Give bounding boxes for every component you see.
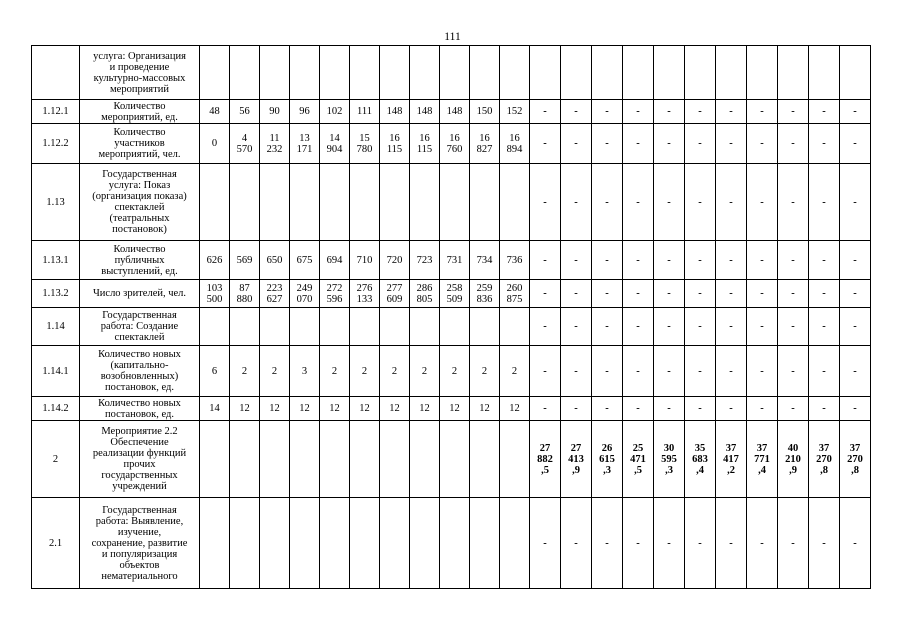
row-code: 1.13.2 [32,280,80,308]
plan-value-cell: 258 509 [440,280,470,308]
table-row [32,421,871,498]
plan-value-cell [290,164,320,241]
financing-value-cell: - [561,498,592,589]
row-code [32,46,80,100]
plan-value-cell: 4 570 [230,124,260,164]
plan-value-cell [200,164,230,241]
plan-value-cell [500,498,530,589]
plan-value-cell [500,421,530,498]
plan-value-cell: 723 [410,241,440,280]
financing-value-cell: - [623,280,654,308]
financing-value-cell: - [840,100,871,124]
financing-value-cell: - [530,280,561,308]
plan-value-cell: 569 [230,241,260,280]
plan-value-cell [260,164,290,241]
financing-value-cell: - [654,124,685,164]
plan-value-cell [500,46,530,100]
financing-value-cell: - [778,280,809,308]
financing-value-cell: - [530,124,561,164]
plan-value-cell: 148 [410,100,440,124]
plan-value-cell [230,164,260,241]
financing-value-cell [809,46,840,100]
table-row [32,498,871,589]
plan-value-cell: 12 [410,397,440,421]
plan-value-cell [440,308,470,346]
plan-value-cell [260,308,290,346]
financing-value-cell: - [530,498,561,589]
plan-value-cell: 2 [500,346,530,397]
row-description: Мероприятие 2.2 Обеспечение реализации функций прочих государственных учреждений [80,421,200,498]
plan-value-cell [290,308,320,346]
financing-value-cell: - [530,308,561,346]
plan-value-cell [440,164,470,241]
plan-value-cell: 249 070 [290,280,320,308]
plan-value-cell [410,164,440,241]
plan-value-cell: 87 880 [230,280,260,308]
plan-value-cell: 15 780 [350,124,380,164]
plan-value-cell: 12 [230,397,260,421]
plan-value-cell: 2 [260,346,290,397]
financing-value-cell: - [685,164,716,241]
plan-value-cell: 6 [200,346,230,397]
plan-value-cell [500,308,530,346]
financing-value-cell: - [840,308,871,346]
row-description: Государственная услуга: Показ (организация показа) спектаклей (театральных постановок) [80,164,200,241]
plan-value-cell: 2 [440,346,470,397]
table-row [32,164,871,241]
financing-value-cell: - [530,100,561,124]
financing-value-cell: - [809,124,840,164]
plan-value-cell: 148 [440,100,470,124]
financing-value-cell: - [685,498,716,589]
plan-value-cell [290,498,320,589]
financing-value-cell: - [778,397,809,421]
plan-value-cell: 12 [320,397,350,421]
plan-value-cell: 286 805 [410,280,440,308]
financing-value-cell: - [685,397,716,421]
financing-value-cell: - [716,280,747,308]
financing-value-cell: - [747,308,778,346]
financing-value-cell: - [654,346,685,397]
financing-value-cell: - [747,397,778,421]
row-description: Количество новых (капитально- возобновленных) постановок, ед. [80,346,200,397]
row-description: Государственная работа: Выявление, изучение, сохранение, развитие и популяризация объектов нематериального [80,498,200,589]
financing-value-cell: 25 471 ,5 [623,421,654,498]
financing-value-cell: - [716,164,747,241]
financing-value-cell: - [809,397,840,421]
row-code: 2.1 [32,498,80,589]
plan-value-cell: 710 [350,241,380,280]
financing-value-cell: - [654,308,685,346]
row-code: 1.13 [32,164,80,241]
financing-value-cell: - [654,164,685,241]
financing-value-cell: 37 417 ,2 [716,421,747,498]
plan-value-cell [230,421,260,498]
financing-value-cell: - [778,124,809,164]
plan-value-cell: 675 [290,241,320,280]
plan-value-cell: 650 [260,241,290,280]
financing-value-cell [592,46,623,100]
financing-value-cell [716,46,747,100]
row-code: 1.14 [32,308,80,346]
plan-value-cell [200,498,230,589]
plan-value-cell: 148 [380,100,410,124]
table-row [32,346,871,397]
financing-value-cell: - [685,241,716,280]
plan-value-cell: 12 [350,397,380,421]
plan-value-cell [320,498,350,589]
financing-value-cell: - [623,397,654,421]
row-code: 1.13.1 [32,241,80,280]
plan-value-cell: 272 596 [320,280,350,308]
table-row [32,397,871,421]
financing-value-cell: - [623,308,654,346]
financing-value-cell [654,46,685,100]
financing-value-cell: - [778,100,809,124]
financing-value-cell: - [561,308,592,346]
financing-value-cell: - [716,397,747,421]
financing-value-cell: - [623,346,654,397]
financing-value-cell: - [530,164,561,241]
plan-value-cell [470,46,500,100]
financing-value-cell: - [685,280,716,308]
plan-value-cell [320,164,350,241]
plan-value-cell: 16 115 [410,124,440,164]
plan-value-cell: 16 827 [470,124,500,164]
plan-value-cell [380,46,410,100]
plan-value-cell: 12 [380,397,410,421]
plan-value-cell: 734 [470,241,500,280]
plan-value-cell: 2 [350,346,380,397]
plan-value-cell [470,498,500,589]
plan-value-cell [440,498,470,589]
plan-value-cell: 731 [440,241,470,280]
financing-value-cell: - [840,164,871,241]
plan-value-cell: 152 [500,100,530,124]
financing-value-cell: - [561,241,592,280]
table-row [32,124,871,164]
plan-value-cell: 90 [260,100,290,124]
plan-value-cell [470,164,500,241]
plan-value-cell: 3 [290,346,320,397]
plan-value-cell: 259 836 [470,280,500,308]
plan-value-cell: 0 [200,124,230,164]
plan-value-cell: 694 [320,241,350,280]
plan-value-cell [380,164,410,241]
plan-value-cell: 16 115 [380,124,410,164]
plan-value-cell: 2 [410,346,440,397]
financing-value-cell: - [809,100,840,124]
financing-value-cell: - [840,124,871,164]
plan-value-cell: 260 875 [500,280,530,308]
plan-value-cell [230,498,260,589]
financing-value-cell: - [747,124,778,164]
row-description: Государственная работа: Создание спектаклей [80,308,200,346]
row-code: 1.14.2 [32,397,80,421]
row-description: Количество мероприятий, ед. [80,100,200,124]
financing-value-cell: - [716,308,747,346]
financing-value-cell: - [592,164,623,241]
table-row [32,308,871,346]
plan-value-cell: 2 [320,346,350,397]
row-description: Число зрителей, чел. [80,280,200,308]
financing-value-cell: - [747,241,778,280]
plan-value-cell [380,421,410,498]
financing-value-cell: - [592,397,623,421]
plan-value-cell: 12 [440,397,470,421]
financing-value-cell: - [561,397,592,421]
financing-value-cell: 35 683 ,4 [685,421,716,498]
plan-value-cell [260,498,290,589]
financing-value-cell: - [592,100,623,124]
plan-value-cell: 14 904 [320,124,350,164]
plan-value-cell [260,421,290,498]
financing-value-cell: 40 210 ,9 [778,421,809,498]
plan-value-cell [440,421,470,498]
plan-value-cell [230,308,260,346]
plan-value-cell [200,46,230,100]
financing-value-cell: - [592,241,623,280]
financing-value-cell: - [623,100,654,124]
financing-value-cell: - [809,308,840,346]
row-description: Количество новых постановок, ед. [80,397,200,421]
table-body [32,46,871,589]
plan-value-cell [290,46,320,100]
table-row [32,241,871,280]
financing-value-cell: - [561,346,592,397]
row-code: 1.12.1 [32,100,80,124]
financing-value-cell [623,46,654,100]
financing-value-cell: - [623,164,654,241]
table-row [32,100,871,124]
plan-value-cell: 2 [380,346,410,397]
plan-value-cell: 2 [230,346,260,397]
financing-value-cell: - [809,498,840,589]
plan-value-cell [470,308,500,346]
plan-value-cell [380,308,410,346]
financing-value-cell: - [840,280,871,308]
plan-value-cell: 16 894 [500,124,530,164]
plan-value-cell: 12 [470,397,500,421]
plan-value-cell [350,421,380,498]
plan-value-cell [410,308,440,346]
row-code: 1.12.2 [32,124,80,164]
financing-value-cell: - [840,498,871,589]
financing-value-cell: 37 270 ,8 [840,421,871,498]
plan-value-cell [410,421,440,498]
financing-value-cell: - [716,498,747,589]
financing-value-cell: - [840,241,871,280]
plan-value-cell [350,164,380,241]
financing-value-cell: - [840,346,871,397]
financing-value-cell: - [747,164,778,241]
financing-value-cell: - [716,124,747,164]
plan-value-cell [440,46,470,100]
financing-value-cell: - [592,498,623,589]
financing-value-cell: - [716,346,747,397]
plan-value-cell: 12 [290,397,320,421]
financing-value-cell: 37 270 ,8 [809,421,840,498]
financing-value-cell: - [778,164,809,241]
financing-value-cell: - [561,280,592,308]
financing-value-cell [685,46,716,100]
financing-value-cell: - [592,124,623,164]
plan-value-cell [500,164,530,241]
financing-value-cell: - [654,498,685,589]
financing-value-cell: - [530,241,561,280]
page-number: 111 [444,31,461,43]
plan-value-cell: 626 [200,241,230,280]
financing-value-cell: - [561,100,592,124]
row-code: 1.14.1 [32,346,80,397]
plan-value-cell: 111 [350,100,380,124]
financing-value-cell: - [809,241,840,280]
table-row [32,280,871,308]
financing-value-cell: 30 595 ,3 [654,421,685,498]
row-code: 2 [32,421,80,498]
plan-value-cell: 102 [320,100,350,124]
financing-value-cell: - [685,346,716,397]
financing-value-cell: 37 771 ,4 [747,421,778,498]
row-description: Количество публичных выступлений, ед. [80,241,200,280]
plan-value-cell: 12 [260,397,290,421]
plan-value-cell: 13 171 [290,124,320,164]
row-description: Количество участников мероприятий, чел. [80,124,200,164]
plan-value-cell: 736 [500,241,530,280]
financing-value-cell: - [654,397,685,421]
data-table [31,45,871,589]
financing-value-cell: - [716,241,747,280]
financing-value-cell [840,46,871,100]
plan-value-cell [410,498,440,589]
plan-value-cell [200,308,230,346]
financing-value-cell [561,46,592,100]
plan-value-cell: 96 [290,100,320,124]
financing-value-cell: - [809,346,840,397]
financing-value-cell: - [747,498,778,589]
plan-value-cell [230,46,260,100]
financing-value-cell: - [747,280,778,308]
financing-value-cell: - [840,397,871,421]
plan-value-cell: 720 [380,241,410,280]
plan-value-cell: 16 760 [440,124,470,164]
plan-value-cell [320,421,350,498]
financing-value-cell: - [747,346,778,397]
table-row [32,46,871,100]
financing-value-cell: - [716,100,747,124]
financing-value-cell: 27 413 ,9 [561,421,592,498]
financing-value-cell: - [685,308,716,346]
plan-value-cell: 276 133 [350,280,380,308]
financing-value-cell: - [592,346,623,397]
plan-value-cell: 2 [470,346,500,397]
plan-value-cell: 223 627 [260,280,290,308]
financing-value-cell: - [809,164,840,241]
plan-value-cell: 150 [470,100,500,124]
financing-value-cell [747,46,778,100]
financing-value-cell [530,46,561,100]
financing-value-cell: - [654,280,685,308]
financing-value-cell: - [561,164,592,241]
plan-value-cell [260,46,290,100]
financing-value-cell: - [530,397,561,421]
plan-value-cell: 14 [200,397,230,421]
plan-value-cell: 12 [500,397,530,421]
financing-value-cell: - [685,100,716,124]
plan-value-cell: 56 [230,100,260,124]
plan-value-cell: 11 232 [260,124,290,164]
financing-value-cell: - [778,308,809,346]
financing-value-cell: - [778,241,809,280]
plan-value-cell: 277 609 [380,280,410,308]
plan-value-cell [410,46,440,100]
plan-value-cell [350,308,380,346]
plan-value-cell [290,421,320,498]
plan-value-cell [350,498,380,589]
plan-value-cell [320,46,350,100]
row-description: услуга: Организация и проведение культурно-массовых мероприятий [80,46,200,100]
financing-value-cell: - [778,346,809,397]
financing-value-cell: - [809,280,840,308]
plan-value-cell [470,421,500,498]
plan-value-cell: 103 500 [200,280,230,308]
financing-value-cell: - [747,100,778,124]
financing-value-cell: 26 615 ,3 [592,421,623,498]
plan-value-cell [320,308,350,346]
financing-value-cell: - [592,280,623,308]
plan-value-cell [380,498,410,589]
plan-value-cell: 48 [200,100,230,124]
financing-value-cell: - [623,241,654,280]
financing-value-cell: 27 882 ,5 [530,421,561,498]
financing-value-cell [778,46,809,100]
financing-value-cell: - [623,498,654,589]
financing-value-cell: - [561,124,592,164]
financing-value-cell: - [685,124,716,164]
financing-value-cell: - [654,241,685,280]
financing-value-cell: - [654,100,685,124]
financing-value-cell: - [592,308,623,346]
financing-value-cell: - [530,346,561,397]
plan-value-cell [200,421,230,498]
financing-value-cell: - [623,124,654,164]
plan-value-cell [350,46,380,100]
financing-value-cell: - [778,498,809,589]
